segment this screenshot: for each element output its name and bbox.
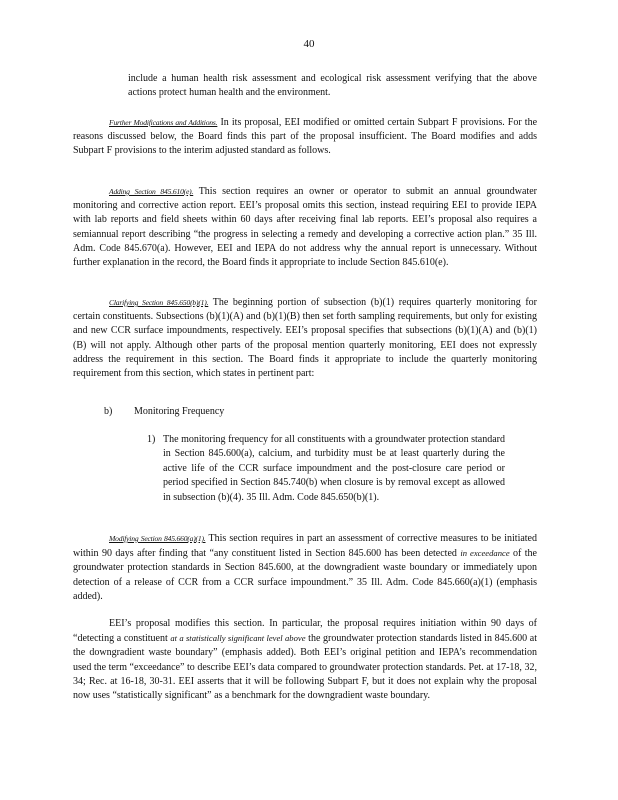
page-number: 40 [303, 38, 315, 50]
quote-item-text: The monitoring frequency for all constituents with a groundwater protection standard in Section 845.600(a), calcium, and turbidity must be at least quarterly during the active life of the CCR surface impoundment and the post-closure care period or period specified in Section 845.740(b) when closure is by removal except as allowed in subsection (b)(4). 35 Ill. Adm. Code 845.650(b)(1). [163, 434, 505, 503]
intro-paragraph: include a human health risk assessment and ecological risk assessment verifying that the above actions protect human health and the environment. [128, 73, 537, 99]
further-modifications-text: In its proposal, EEI modified or omitted certain Subpart F provisions. For the reasons discussed below, the Board finds this part of the proposal insufficient. The Board modifies and adds Subpart F provisions to the interim adjusted standard as follows. [73, 117, 538, 157]
quote-item-number: 1) [147, 434, 156, 445]
adding-section-text: This section requires an owner or operator to submit an annual groundwater monitoring and corrective action report. EEI’s proposal omits this section, instead requiring EEI to provide IEPA with lab reports and field sheets within 60 days after receiving final lab reports. EEI’s proposal also requires a semiannual report describing “the progress in selecting a remedy and developing a corrective action plan.” 35 Ill. Adm. Code 845.670(a). However, EEI and IEPA do not address why the annual report is unnecessary. Without further explanation in the record, the Board finds it appropriate to include Section 845.610(e). [73, 186, 537, 269]
subsection-b-label: b) [104, 406, 113, 417]
adding-section-paragraph [73, 185, 537, 270]
final-text-continued: the groundwater protection standards listed in 845.600 at the downgradient waste boundary” (emphasis added). Both EEI’s original petition and IEPA’s recommendation used the term “exceedance” to describe EEI’s data compared to groundwater protection standards. Pet. at 17-18, 32, 34; Rec. at 16-18, 30-31. EEI asserts that it will be following Subpart F, but it does not explain why the proposal now uses “statistically significant” as a benchmark for the downgradient waste boundary. [73, 633, 537, 702]
quote-subsection-b [104, 406, 224, 417]
final-text: EEI’s proposal modifies this section. In particular, the proposal requires initiation within 90 days of “detecting a constituent [73, 618, 537, 645]
quote-item-1 [147, 433, 505, 505]
final-paragraph [73, 617, 537, 703]
subsection-b-title: Monitoring Frequency [134, 406, 225, 417]
clarifying-section-paragraph [73, 296, 537, 381]
adding-section-heading: Adding Section 845.610(e). [109, 187, 194, 196]
modifying-section-text: This section requires in part an assessment of corrective measures to be initiated within 90 days after finding that “any constituent listed in Section 845.600 has been detected [73, 533, 537, 560]
modifying-section-heading: Modifying Section 845.660(a)(1). [109, 534, 206, 543]
further-modifications-paragraph [73, 116, 537, 159]
emphasis-text: at a statistically significant level above [170, 633, 306, 644]
modifying-section-text-continued: of the groundwater protection standards in Section 845.600, at the downgradient waste boundary or immediately upon detection of a release of CCR from a CCR surface impoundment.” 35 Ill. Adm. Code 845.660(a)(1) (emphasis added). [73, 548, 537, 602]
clarifying-section-heading: Clarifying Section 845.650(b)(1). [109, 298, 209, 307]
modifying-section-paragraph [73, 532, 537, 604]
clarifying-section-text: The beginning portion of subsection (b)(1) requires quarterly monitoring for certain constituents. Subsections (b)(1)(A) and (b)(1)(B) then set forth sampling requirements, but only for existing and new CCR surface impoundments, respectively. EEI’s proposal specifies that subsections (b)(1)(A) and (b)(1)(B) will not apply. Although other parts of the proposal mention quarterly monitoring, EEI does not expressly address the requirement in this section. The Board finds it appropriate to include the quarterly monitoring requirement from this section, which states in pertinent part: [73, 297, 537, 380]
further-modifications-heading: Further Modifications and Additions. [109, 118, 218, 127]
emphasis-text: in exceedance [460, 548, 510, 559]
